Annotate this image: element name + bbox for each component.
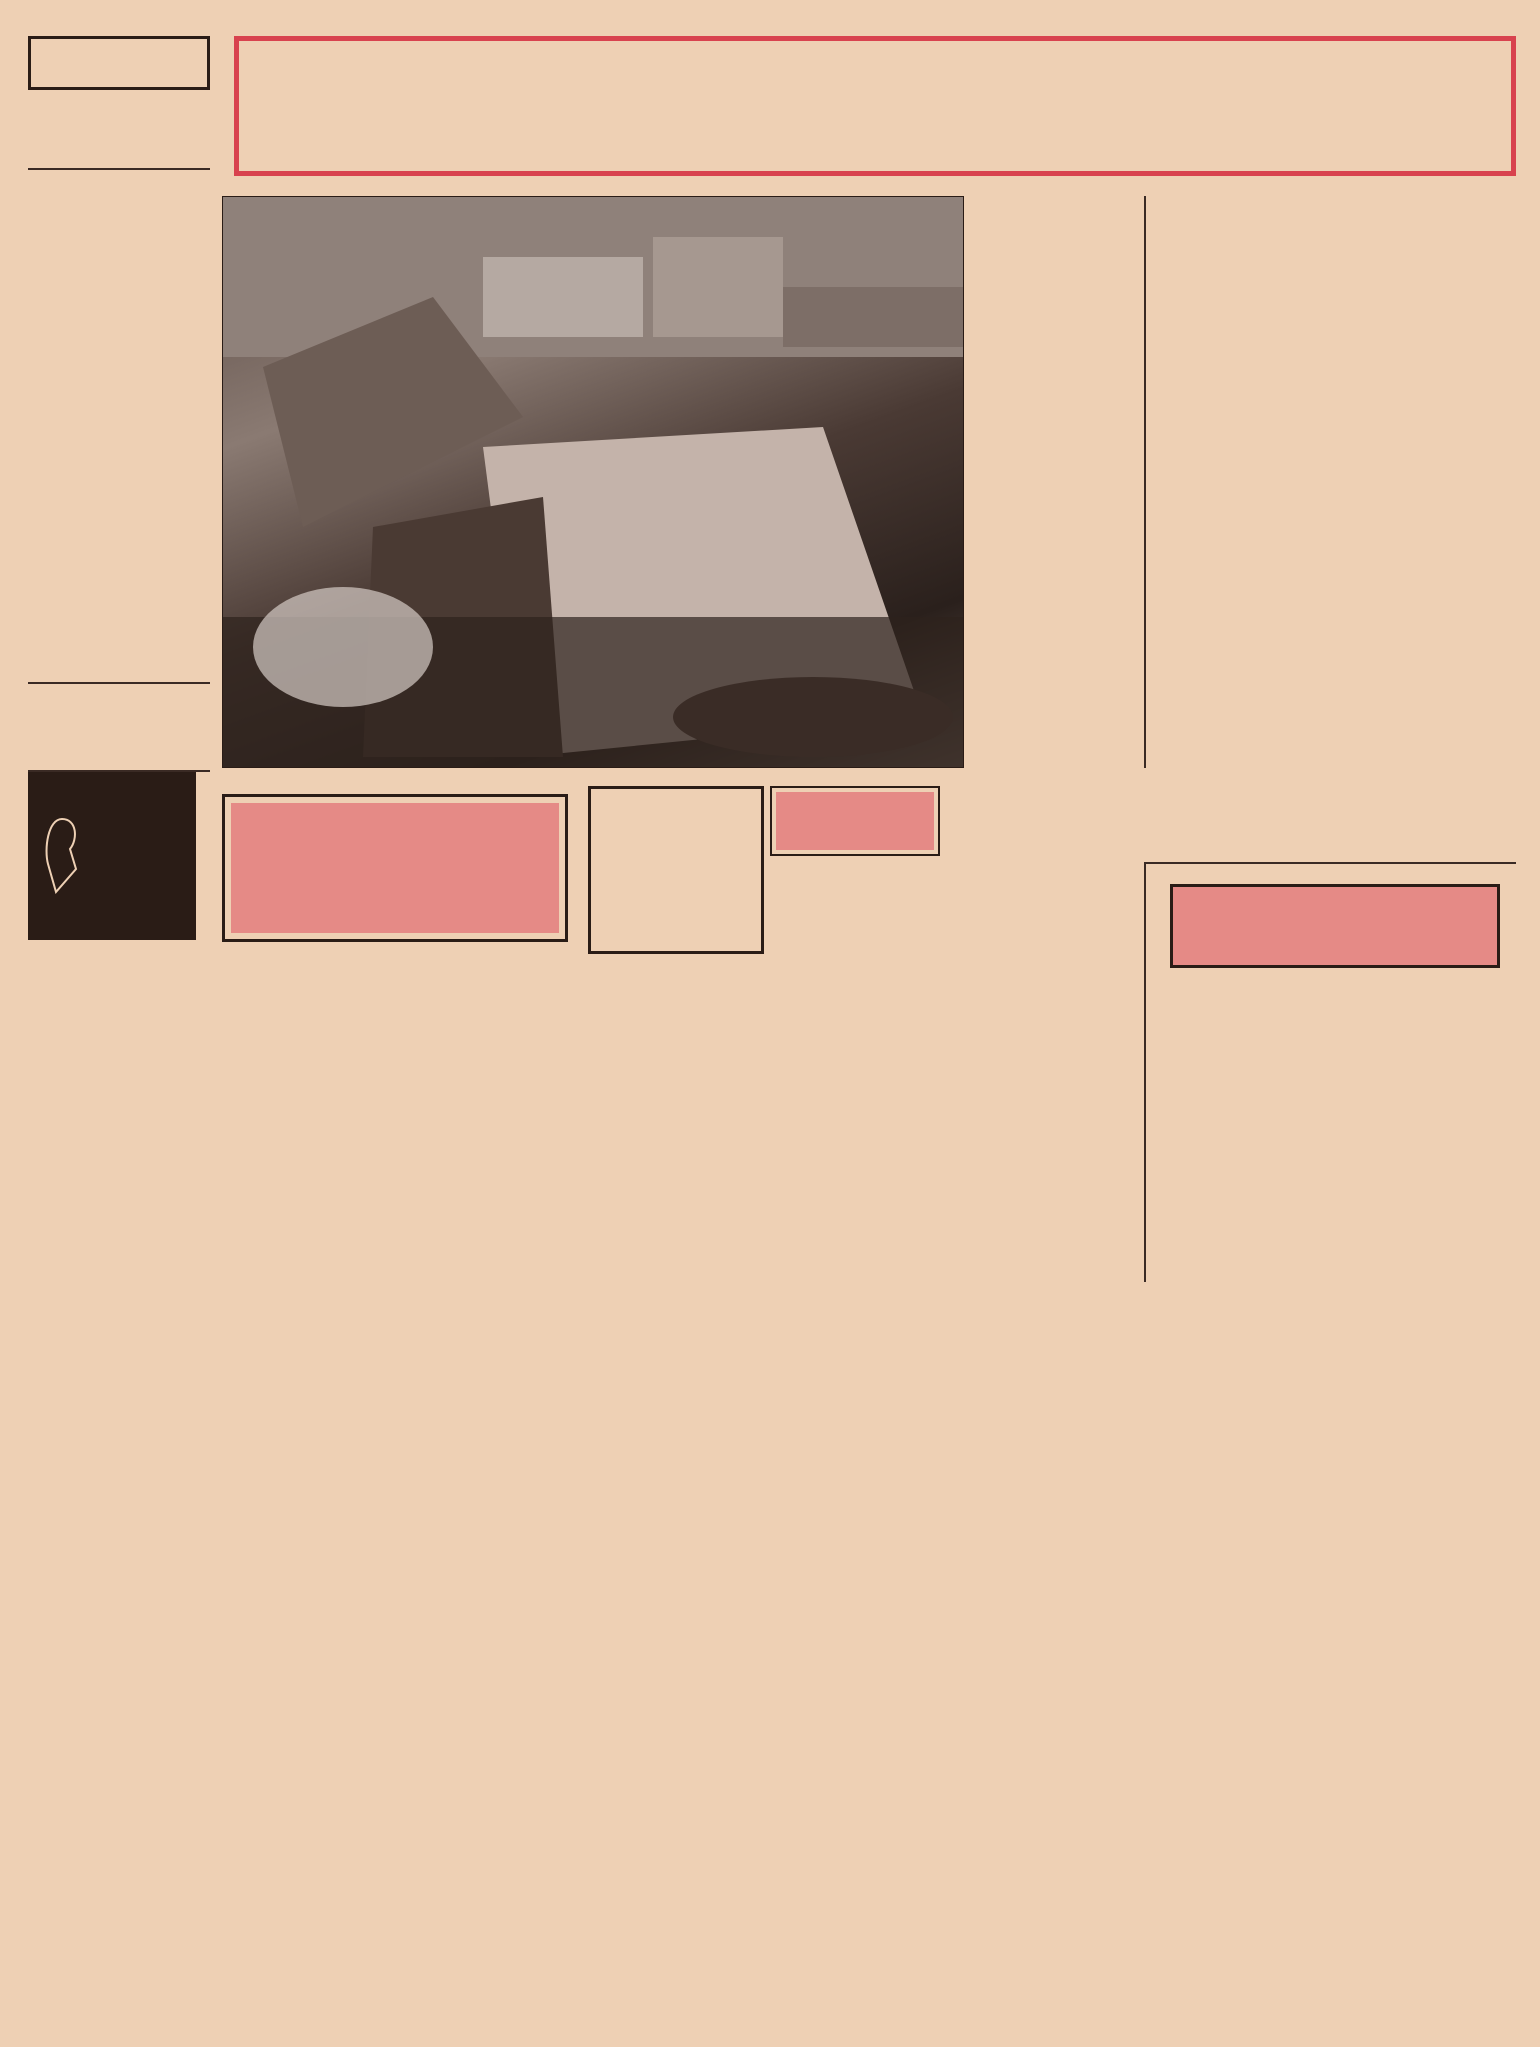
execution-body <box>28 180 210 555</box>
middle-story-text2 <box>976 350 1134 536</box>
middle-story-text1 <box>976 196 1134 346</box>
fire-photo-graphic <box>223 197 964 768</box>
middle-story-text3 <box>976 540 1134 720</box>
raw-drama-text <box>770 862 940 946</box>
opening-cinema-box <box>1170 884 1500 968</box>
saadi-notice-box <box>588 786 764 954</box>
execution-story <box>28 174 210 555</box>
saadi-notice <box>599 797 753 943</box>
bank-ad <box>28 968 576 2047</box>
lead-story-col2 <box>1154 276 1326 846</box>
lead-story-col1 <box>1336 276 1516 846</box>
upcoming-program <box>956 700 1136 724</box>
adle-elahi-ad <box>222 794 568 942</box>
middle-story <box>976 196 1134 720</box>
silhouette-icon <box>42 814 82 894</box>
coming-soon-ad <box>770 786 940 856</box>
page-label-box <box>28 36 210 90</box>
headline-box <box>234 36 1516 176</box>
kelipet-ad <box>28 772 196 940</box>
fire-photo <box>222 196 964 768</box>
opening-program <box>1154 870 1516 978</box>
